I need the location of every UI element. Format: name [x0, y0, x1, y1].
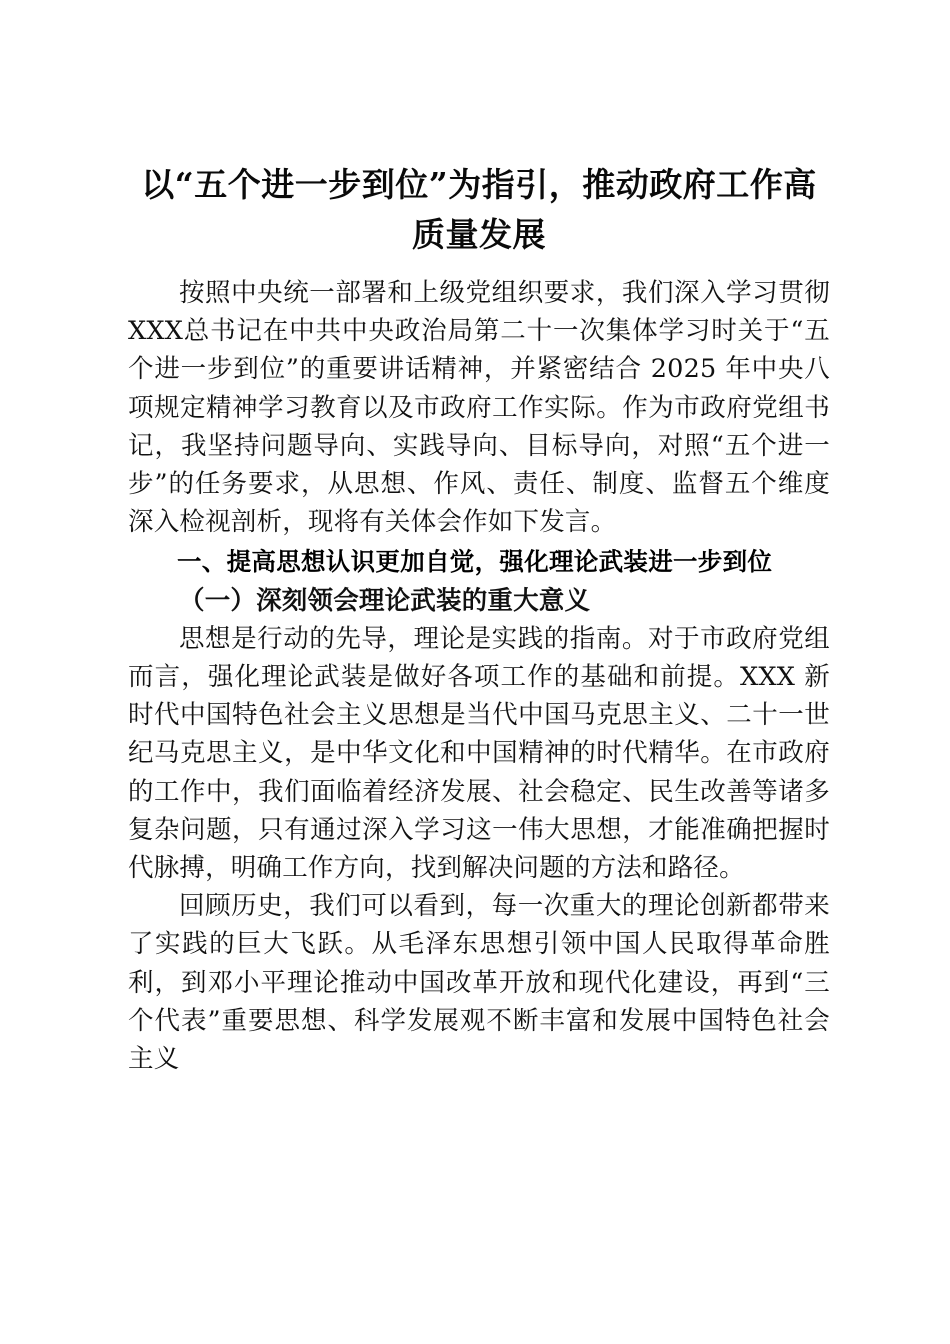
paragraph-history-review: 回顾历史，我们可以看到，每一次重大的理论创新都带来了实践的巨大飞跃。从毛泽东思想引领中国人民取得革命胜利，到邓小平理论推动中国改革开放和现代化建设，再到“三个代表”重要思想、科学发展观不断丰富和发展中国特色社会主义: [128, 891, 830, 1075]
paragraph-theory-significance: 思想是行动的先导，理论是实践的指南。对于市政府党组而言，强化理论武装是做好各项工作的基础和前提。XXX 新时代中国特色社会主义思想是当代中国马克思主义、二十一世纪马克思主义，是中华文化和中国精神的时代精华。在市政府的工作中，我们面临着经济发展、社会稳定、民生改善等诸多复杂问题，只有通过深入学习这一伟大思想，才能准确把握时代脉搏，明确工作方向，找到解决问题的方法和路径。: [128, 623, 830, 884]
paragraph-intro: 按照中央统一部署和上级党组织要求，我们深入学习贯彻XXX总书记在中共中央政治局第二十一次集体学习时关于“五个进一步到位”的重要讲话精神，并紧密结合 2025 年中央八项规定精神学习教育以及市政府工作实际。作为市政府党组书记，我坚持问题导向、实践导向、目标导向，对照“五个进一步”的任务要求，从思想、作风、责任、制度、监督五个维度深入检视剖析，现将有关体会作如下发言。: [128, 278, 830, 538]
subsection-heading-one-a: （一）深刻领会理论武装的重大意义: [179, 585, 591, 616]
section-heading-one: 一、提高思想认识更加自觉，强化理论武装进一步到位: [177, 547, 773, 577]
page-title: 以“五个进一步到位”为指引，推动政府工作高质量发展: [141, 165, 817, 254]
